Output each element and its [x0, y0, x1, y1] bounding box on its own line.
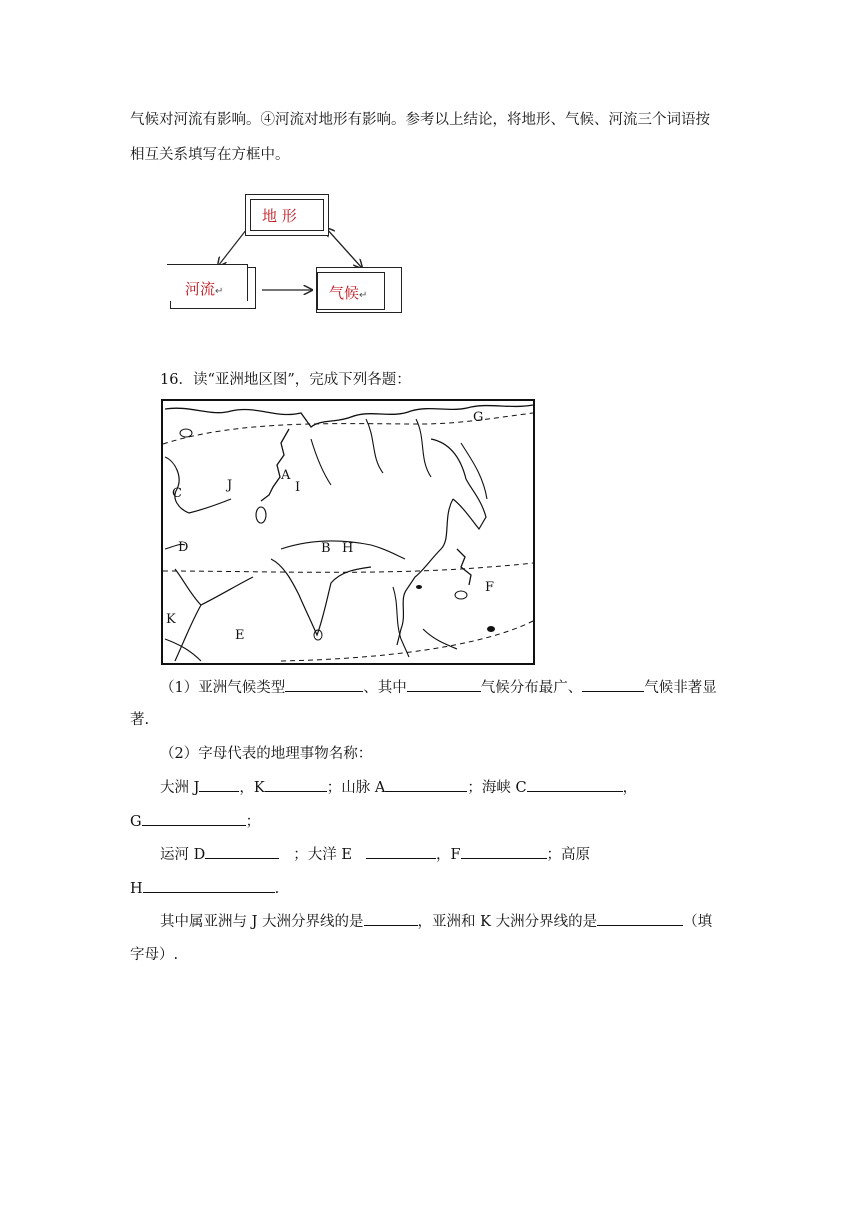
- map-label-b: B: [321, 541, 331, 556]
- answer-blank-j-boundary[interactable]: [364, 911, 418, 926]
- question-title: 16．读“亚洲地区图”，完成下列各题：: [160, 372, 411, 388]
- map-label-i: I: [295, 480, 301, 495]
- answer-blank-e[interactable]: [366, 844, 436, 859]
- intro-line-1: 气候对河流有影响。④河流对地形有影响。参考以上结论，将地形、气候、河流三个词语按: [130, 112, 710, 128]
- map-label-c: C: [172, 486, 182, 501]
- sub-question-2-row-3: 运河 D ；大洋 E ，F ；高原: [160, 844, 590, 865]
- river-label: 河流↵: [185, 280, 224, 298]
- answer-blank-k[interactable]: [265, 777, 327, 792]
- answer-blank-c[interactable]: [527, 777, 623, 792]
- map-label-d: D: [178, 540, 189, 555]
- answer-blank-h[interactable]: [143, 878, 275, 893]
- map-label-k: K: [166, 612, 176, 627]
- terrain-box: [245, 194, 329, 236]
- answer-blank-f[interactable]: [461, 844, 547, 859]
- answer-blank-g[interactable]: [142, 811, 246, 826]
- map-label-h: H: [342, 541, 354, 556]
- sub-question-1: （1）亚洲气候类型 、其中 气候分布最广、 气候非著显: [160, 677, 717, 698]
- answer-blank-j[interactable]: [199, 777, 239, 792]
- map-label-f: F: [485, 580, 495, 595]
- climate-box: [316, 267, 402, 313]
- map-label-a: A: [281, 468, 291, 483]
- answer-blank-widest-climate[interactable]: [407, 677, 481, 692]
- answer-blank-a[interactable]: [385, 777, 467, 792]
- sub-question-2-row-2: G ；: [130, 811, 260, 832]
- sub-question-2-row-6: 字母）.: [130, 947, 179, 963]
- terrain-label: 地 形: [262, 207, 297, 225]
- map-label-g: G: [473, 410, 484, 425]
- relationship-diagram: [170, 190, 410, 320]
- sub-question-2: （2）字母代表的地理事物名称：: [160, 746, 373, 762]
- asia-map: [161, 399, 535, 665]
- intro-line-2: 相互关系填写在方框中。: [130, 147, 290, 163]
- answer-blank-climate-types[interactable]: [285, 677, 363, 692]
- climate-label: 气候↵: [329, 284, 368, 302]
- river-box: [170, 267, 256, 309]
- arrow-climate-to-terrain: [326, 228, 362, 268]
- answer-blank-d[interactable]: [205, 844, 279, 859]
- sub-question-1-cont: 著.: [130, 712, 150, 728]
- map-label-e: E: [235, 628, 245, 643]
- sub-question-2-row-1: 大洲 J ，K ；山脉 A ；海峡 C ，: [160, 777, 637, 798]
- answer-blank-distinct-climate[interactable]: [582, 677, 644, 692]
- sub-question-2-row-4: H .: [130, 878, 279, 899]
- map-label-j: J: [227, 478, 233, 493]
- sub-question-2-row-5: 其中属亚洲与 J 大洲分界线的是 ，亚洲和 K 大洲分界线的是 （填: [160, 911, 712, 932]
- answer-blank-k-boundary[interactable]: [597, 911, 683, 926]
